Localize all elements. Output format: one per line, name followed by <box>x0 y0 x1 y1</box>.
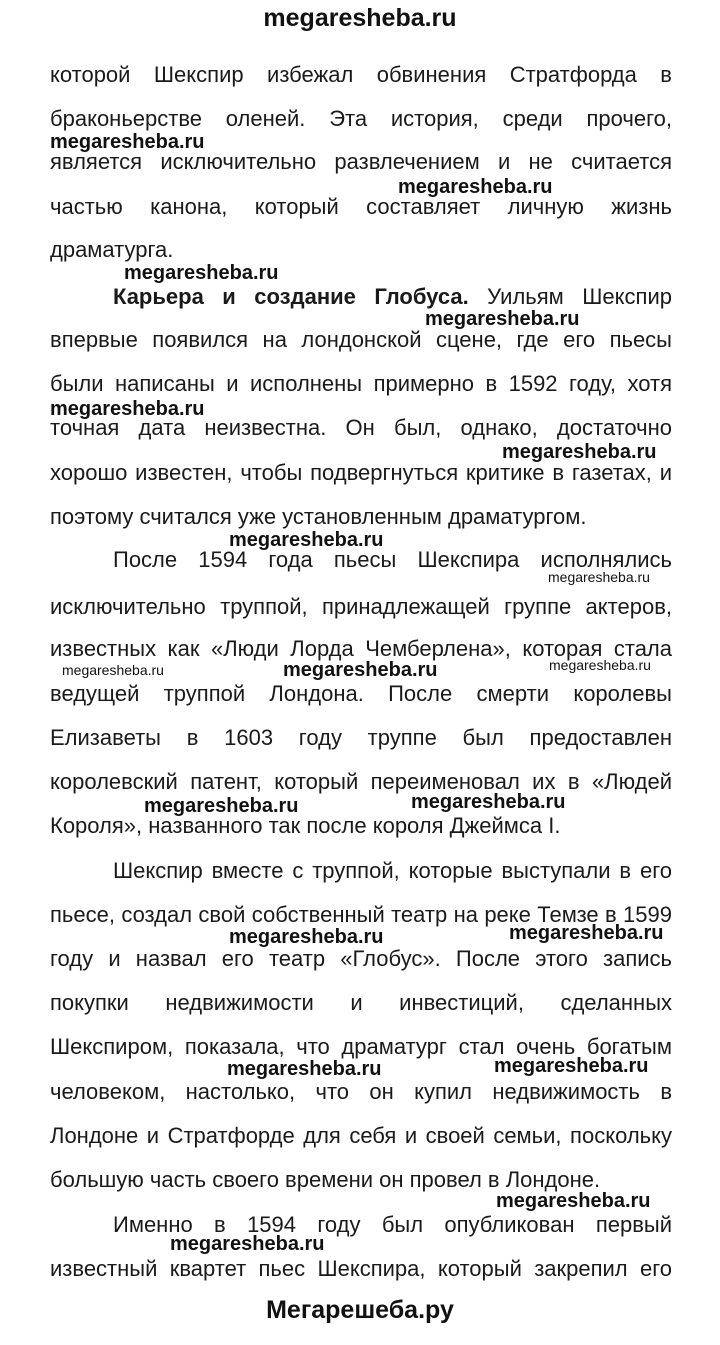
watermark: megaresheba.ru <box>170 1233 325 1255</box>
text-line: году и назвал его театр «Глобус». После этого запись <box>50 946 672 971</box>
text-line: большую часть своего времени он провел в Лондоне. <box>50 1167 601 1192</box>
text-line: браконьерстве оленей. Эта история, среди прочего, <box>50 106 672 131</box>
watermark: megaresheba.ru <box>494 1055 649 1077</box>
text-line: ведущей труппой Лондона. После смерти королевы <box>50 681 672 706</box>
section-first-line <box>113 283 672 311</box>
text-line: драматурга. <box>50 237 174 262</box>
text-line: покупки недвижимости и инвестиций, сделанных <box>50 990 672 1015</box>
text-line: Шекспиром, показала, что драматург стал очень богатым <box>50 1034 672 1059</box>
watermark: megaresheba.ru <box>502 441 657 463</box>
section-heading: Карьера и создание Глобуса. <box>113 284 469 309</box>
site-header: megaresheba.ru <box>263 4 457 32</box>
site-footer: Мегарешеба.ру <box>266 1296 454 1324</box>
text-line: впервые появился на лондонской сцене, где его пьесы <box>50 327 672 352</box>
text-line: частью канона, который составляет личную жизнь <box>50 194 672 219</box>
watermark: megaresheba.ru <box>229 529 384 551</box>
watermark: megaresheba.ru <box>62 662 164 678</box>
text-line: которой Шекспир избежал обвинения Стратфорда в <box>50 62 672 87</box>
watermark: megaresheba.ru <box>509 922 664 944</box>
text-line: Короля», названного так после короля Джеймса I. <box>50 813 561 838</box>
watermark: megaresheba.ru <box>229 926 384 948</box>
watermark: megaresheba.ru <box>283 659 438 681</box>
text-line: известный квартет пьес Шекспира, который закрепил его <box>50 1256 672 1281</box>
watermark: megaresheba.ru <box>227 1058 382 1080</box>
watermark: megaresheba.ru <box>548 569 650 585</box>
watermark: megaresheba.ru <box>50 131 205 153</box>
watermark: megaresheba.ru <box>411 791 566 813</box>
text-line: королевский патент, который переименовал их в «Людей <box>50 769 672 794</box>
watermark: megaresheba.ru <box>425 308 580 330</box>
text-line: человеком, настолько, что он купил недвижимость в <box>50 1079 672 1104</box>
watermark: megaresheba.ru <box>549 657 651 673</box>
watermark: megaresheba.ru <box>496 1190 651 1212</box>
watermark: megaresheba.ru <box>398 176 553 198</box>
text-line: хорошо известен, чтобы подвергнуться критике в газетах, и <box>50 460 672 485</box>
watermark: megaresheba.ru <box>50 398 205 420</box>
text-line: Лондоне и Стратфорде для себя и своей семьи, поскольку <box>50 1123 672 1148</box>
text-line: поэтому считался уже установленным драматургом. <box>50 504 587 529</box>
text-line: были написаны и исполнены примерно в 1592 году, хотя <box>50 371 672 396</box>
text-line: точная дата неизвестна. Он был, однако, достаточно <box>50 415 672 440</box>
text-line: Именно в 1594 году был опубликован первый <box>113 1212 672 1237</box>
watermark: megaresheba.ru <box>144 795 299 817</box>
watermark: megaresheba.ru <box>124 262 279 284</box>
text-line: После 1594 года пьесы Шекспира исполнялись <box>113 547 672 572</box>
text-line: исключительно труппой, принадлежащей группе актеров, <box>50 594 672 619</box>
text-line: известных как «Люди Лорда Чемберлена», которая стала <box>50 636 672 661</box>
text-line: является исключительно развлечением и не считается <box>50 149 672 174</box>
text-line: Елизаветы в 1603 году труппе был предоставлен <box>50 725 672 750</box>
text-line: пьесе, создал свой собственный театр на реке Темзе в 1599 <box>50 902 672 927</box>
text-fragment: Уильям Шекспир <box>487 284 672 309</box>
text-line: Шекспир вместе с труппой, которые выступали в его <box>113 858 672 883</box>
